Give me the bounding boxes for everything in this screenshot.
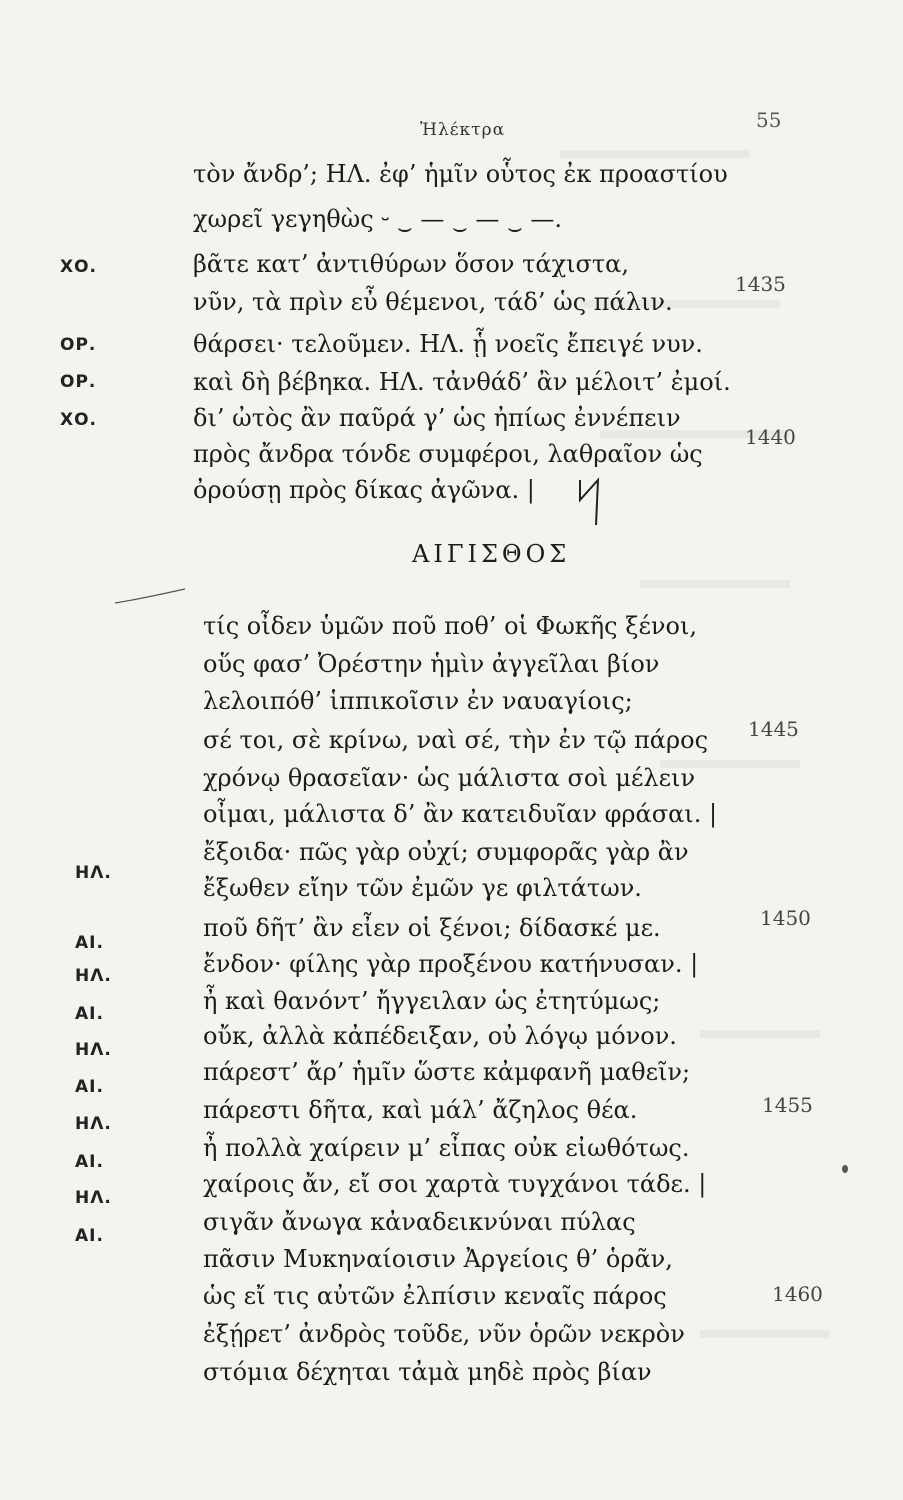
speaker-label: ΗΛ. — [75, 1040, 112, 1060]
speaker-label: ΑΙ. — [75, 1004, 104, 1024]
verse-line: σιγᾶν ἄνωγα κἀναδεικνύναι πύλας — [203, 1208, 636, 1236]
verse-line: πάρεστι δῆτα, καὶ μάλ’ ἄζηλος θέα. — [203, 1096, 638, 1124]
verse-line: ἔξωθεν εἴην τῶν ἐμῶν γε φιλτάτων. — [203, 874, 642, 902]
line-number: 1450 — [760, 906, 811, 930]
verse-line: ἦ πολλὰ χαίρειν μ’ εἶπας οὐκ εἰωθότως. — [203, 1134, 690, 1162]
verse-line: δι’ ὠτὸς ἂν παῦρά γ’ ὡς ἠπίως ἐννέπειν — [193, 404, 681, 432]
running-title: Ἠλέκτρα — [420, 120, 506, 140]
speaker-label: ΑΙ. — [75, 1152, 104, 1172]
speaker-label: ΗΛ. — [75, 1188, 112, 1208]
verse-line: σέ τοι, σὲ κρίνω, ναὶ σέ, τὴν ἐν τῷ πάρος — [203, 726, 709, 754]
verse-line: πρὸς ἄνδρα τόνδε συμφέροι, λαθραῖον ὡς — [193, 440, 703, 468]
verse-line: νῦν, τὰ πρὶν εὖ θέμενοι, τάδ’ ὡς πάλιν. — [193, 288, 673, 316]
verse-line: στόμια δέχηται τἀμὰ μηδὲ πρὸς βίαν — [203, 1358, 652, 1386]
pencil-stroke — [110, 585, 190, 610]
section-heading: ΑΙΓΙΣΘΟΣ — [412, 540, 571, 568]
verse-line: πᾶσιν Μυκηναίοισιν Ἀργείοις θ’ ὁρᾶν, — [203, 1245, 673, 1273]
verse-line: οὔκ, ἀλλὰ κἀπέδειξαν, οὐ λόγῳ μόνον. — [203, 1022, 677, 1050]
verse-line: καὶ δὴ βέβηκα. ΗΛ. τἀνθάδ’ ἂν μέλοιτ’ ἐμοί. — [193, 368, 731, 396]
line-number: 1460 — [772, 1282, 823, 1306]
verse-line: βᾶτε κατ’ ἀντιθύρων ὅσον τάχιστα, — [193, 250, 630, 278]
speaker-label: ΧΟ. — [60, 257, 98, 277]
speaker-label: ΗΛ. — [75, 966, 112, 986]
speaker-label: ΑΙ. — [75, 1226, 104, 1246]
verse-line: χωρεῖ γεγηθὼς ⏑ ‿ — ‿ — ‿ —. — [193, 205, 563, 233]
page-number: 55 — [756, 108, 782, 132]
verse-line: οἶμαι, μάλιστα δ’ ἂν κατειδυῖαν φράσαι. | — [203, 800, 718, 828]
speaker-label: ΑΙ. — [75, 933, 104, 953]
verse-line: ὡς εἴ τις αὐτῶν ἐλπίσιν κεναῖς πάρος — [203, 1282, 667, 1310]
handwritten-mark — [570, 470, 610, 530]
verse-line: ποῦ δῆτ’ ἂν εἶεν οἱ ξένοι; δίδασκέ με. — [203, 914, 661, 942]
line-number: 1440 — [745, 425, 796, 449]
verse-line: χρόνῳ θρασεῖαν· ὡς μάλιστα σοὶ μέλειν — [203, 764, 696, 792]
speaker-label: ΗΛ. — [75, 863, 112, 883]
verse-line: ἔξοιδα· πῶς γὰρ οὐχί; συμφορᾶς γὰρ ἂν — [203, 838, 689, 866]
speaker-label: ΗΛ. — [75, 1114, 112, 1134]
verse-line: ἐξῄρετ’ ἀνδρὸς τοῦδε, νῦν ὁρῶν νεκρὸν — [203, 1320, 685, 1348]
verse-line: τίς οἶδεν ὑμῶν ποῦ ποθ’ οἱ Φωκῆς ξένοι, — [203, 612, 697, 640]
verse-line: λελοιπόθ’ ἱππικοῖσιν ἐν ναυαγίοις; — [203, 687, 633, 715]
verse-line: ὀρούσῃ πρὸς δίκας ἀγῶνα. | — [193, 476, 535, 504]
verse-line: τὸν ἄνδρ’; ΗΛ. ἐφ’ ἡμῖν οὗτος ἐκ προαστίου — [193, 160, 728, 188]
line-number: 1445 — [748, 717, 799, 741]
line-number: 1455 — [762, 1093, 813, 1117]
verse-line: χαίροις ἄν, εἴ σοι χαρτὰ τυγχάνοι τάδε. | — [203, 1170, 707, 1198]
verse-line: οὕς φασ’ Ὀρέστην ἡμὶν ἀγγεῖλαι βίον — [203, 650, 660, 678]
verse-line: πάρεστ’ ἄρ’ ἡμῖν ὥστε κἀμφανῆ μαθεῖν; — [203, 1058, 691, 1086]
speaker-label: ΑΙ. — [75, 1077, 104, 1097]
margin-speck — [842, 1165, 848, 1173]
speaker-label: ΟΡ. — [60, 335, 97, 355]
verse-line: θάρσει· τελοῦμεν. ΗΛ. ᾗ νοεῖς ἔπειγέ νυν. — [193, 330, 703, 358]
speaker-label: ΟΡ. — [60, 372, 97, 392]
verse-line: ἦ καὶ θανόντ’ ἤγγειλαν ὡς ἐτητύμως; — [203, 987, 661, 1015]
line-number: 1435 — [735, 272, 786, 296]
verse-line: ἔνδον· φίλης γὰρ προξένου κατήνυσαν. | — [203, 950, 699, 978]
speaker-label: ΧΟ. — [60, 410, 98, 430]
